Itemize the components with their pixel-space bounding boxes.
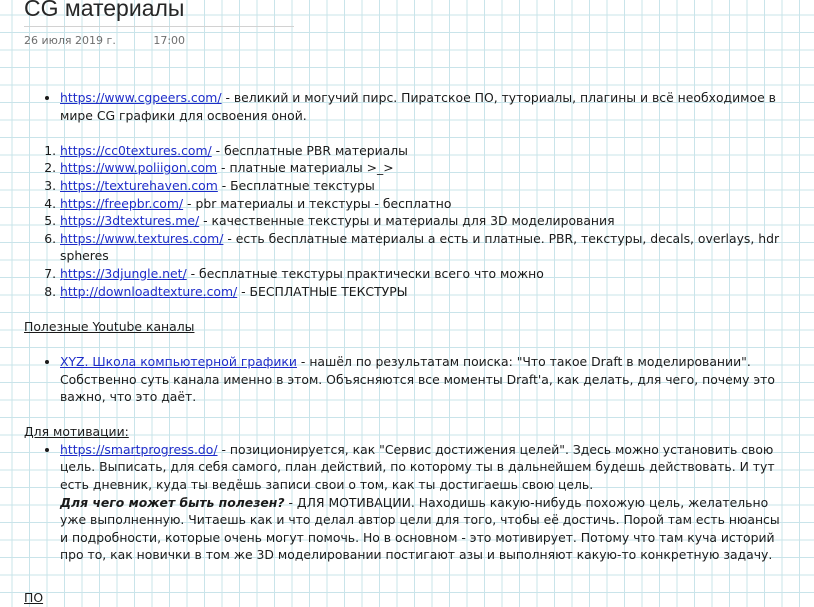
list-item-text: - БЕСПЛАТНЫЕ ТЕКСТУРЫ (237, 283, 408, 299)
link-3dtextures[interactable]: https://3dtextures.me/ (60, 213, 200, 229)
link-cc0textures[interactable]: https://cc0textures.com/ (60, 142, 212, 158)
motivation-list (24, 441, 784, 564)
list-item (60, 441, 784, 564)
list-item (60, 265, 784, 283)
intro-list (24, 89, 784, 124)
section-heading-youtube: Полезные Youtube каналы (24, 318, 195, 334)
list-item-text: - pbr материалы и текстуры - бесплатно (183, 195, 452, 211)
list-item-text: - есть бесплатные материалы а есть и платные. PBR, текстуры, decals, overlays, hdr spheres (60, 230, 780, 264)
link-freepbr[interactable]: https://freepbr.com/ (60, 195, 184, 211)
link-textures-com[interactable]: https://www.textures.com/ (60, 230, 224, 246)
list-item (60, 89, 784, 124)
youtube-list (24, 353, 784, 406)
list-item (60, 142, 784, 160)
link-texturehaven[interactable]: https://texturehaven.com (60, 177, 218, 193)
list-item (60, 212, 784, 230)
list-item-text: - качественные текстуры и материалы для 3D моделирования (199, 213, 615, 229)
list-item (60, 159, 784, 177)
list-item-text: - бесплатные PBR материалы (211, 142, 408, 158)
list-item-text: - великий и могучий пирс. Пиратское ПО, туториалы, плагины и всё необходимое в мире CG графики для освоения оной. (60, 90, 776, 123)
link-downloadtexture[interactable]: http://downloadtexture.com/ (60, 283, 238, 299)
list-item (60, 177, 784, 195)
list-item-text: - Бесплатные текстуры (217, 177, 375, 193)
link-3djungle[interactable]: https://3djungle.net/ (60, 265, 187, 281)
list-item (60, 195, 784, 213)
page-meta (24, 34, 185, 47)
page-date: 26 июля 2019 г. (24, 34, 116, 47)
spacer (24, 124, 784, 142)
link-poliigon[interactable]: https://www.poliigon.com (60, 160, 218, 176)
page-time: 17:00 (153, 34, 186, 47)
page-title: CG материалы (24, 0, 185, 21)
spacer (24, 406, 784, 424)
section-heading-software: ПО (24, 590, 44, 605)
list-item-text: - платные материалы >_> (217, 160, 394, 176)
title-divider (24, 26, 294, 27)
link-smartprogress[interactable]: https://smartprogress.do/ (60, 441, 218, 457)
link-cgpeers[interactable]: https://www.cgpeers.com/ (60, 90, 222, 105)
list-item (60, 283, 784, 301)
list-item-text: - позиционируется, как "Сервис достижения целей". Здесь можно установить свою цель. Выписать, для себя самого, план действий, по которому ты в дальнейшем будешь действовать. И тут есть дневник, куда ты ведёшь записи свои о том, как ты достигаешь свою цель. (60, 441, 775, 493)
list-item (60, 230, 784, 265)
list-item-text: - нашёл по результатам поиска: "Что такое Draft в моделировании". Собственно суть канала именно в этом. Объясняются все моменты Draft'a, как делать, для чего, почему это важно, что это даёт. (60, 353, 775, 405)
motivation-question: Для чего может быть полезен? (60, 494, 285, 510)
spacer (24, 300, 784, 318)
link-xyz-school[interactable]: XYZ. Школа компьютерной графики (60, 353, 297, 369)
note-content (24, 89, 784, 564)
spacer (24, 335, 784, 353)
list-item (60, 353, 784, 406)
list-item-text: - бесплатные текстуры практически всего что можно (186, 265, 544, 281)
section-heading-motivation: Для мотивации: (24, 424, 129, 440)
motivation-answer: - ДЛЯ МОТИВАЦИИ. Находишь какую-нибудь похожую цель, желательно уже выполненную. Читаешь как и что делал автор цели для того, чтобы её достичь. Порой там есть нюансы и подробности, которые очень могут помочь. Но в основном - это мотивирует. Потому что там куча историй про то, как новички в том же 3D моделировании постигают азы и выполняют какую-то конкретную задачу. (60, 494, 780, 563)
textures-list (24, 142, 784, 300)
